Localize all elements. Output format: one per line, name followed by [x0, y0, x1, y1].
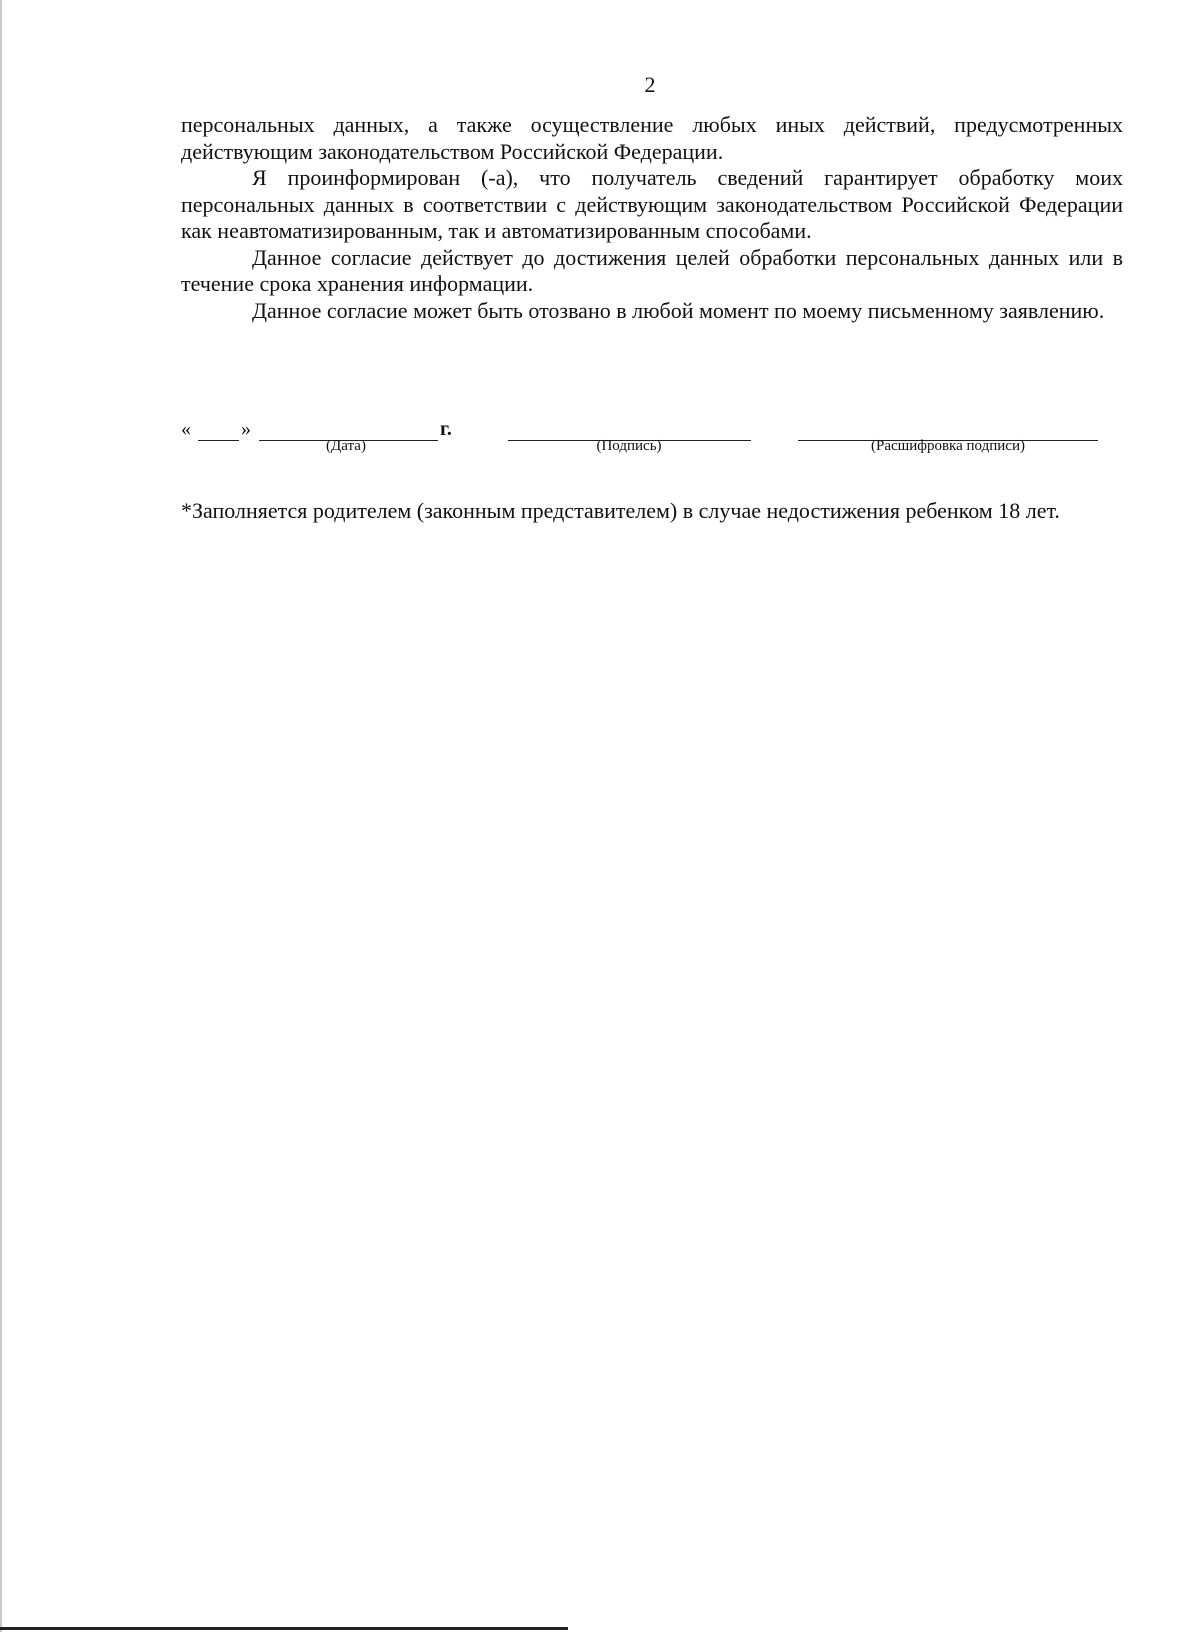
paragraph-3: Данное согласие действует до достижения целей обработки персональных данных или в течение срока хранения информации.	[181, 244, 1123, 296]
consent-body	[181, 112, 1123, 324]
scan-edge-bottom	[0, 1627, 568, 1630]
scan-edge-left	[0, 0, 2, 1632]
paragraph-4: Данное согласие может быть отозвано в любой момент по моему письменному заявлению.	[252, 297, 1105, 323]
date-quote-close: »	[241, 418, 251, 440]
page-number: 2	[644, 72, 656, 97]
year-suffix: г.	[440, 418, 452, 440]
paragraph-1: персональных данных, а также осуществление любых иных действий, предусмотренных действующим законодательством Российской Федерации.	[181, 112, 1123, 164]
footnote: *Заполняется родителем (законным представителем) в случае недостижения ребенком 18 лет.	[181, 498, 1060, 523]
decoding-caption: (Расшифровка подписи)	[871, 438, 1025, 454]
date-quote-open: «	[181, 418, 191, 440]
day-blank-line	[198, 422, 239, 441]
date-caption: (Дата)	[326, 438, 366, 454]
paragraph-2: Я проинформирован (-а), что получатель сведений гарантирует обработку моих персональных данных в соответствии с действующим законодательством Российской Федерации как неавтоматизированным, так и автоматизированным способами.	[181, 165, 1123, 243]
signature-block	[181, 418, 1123, 462]
signature-caption: (Подпись)	[596, 438, 662, 454]
